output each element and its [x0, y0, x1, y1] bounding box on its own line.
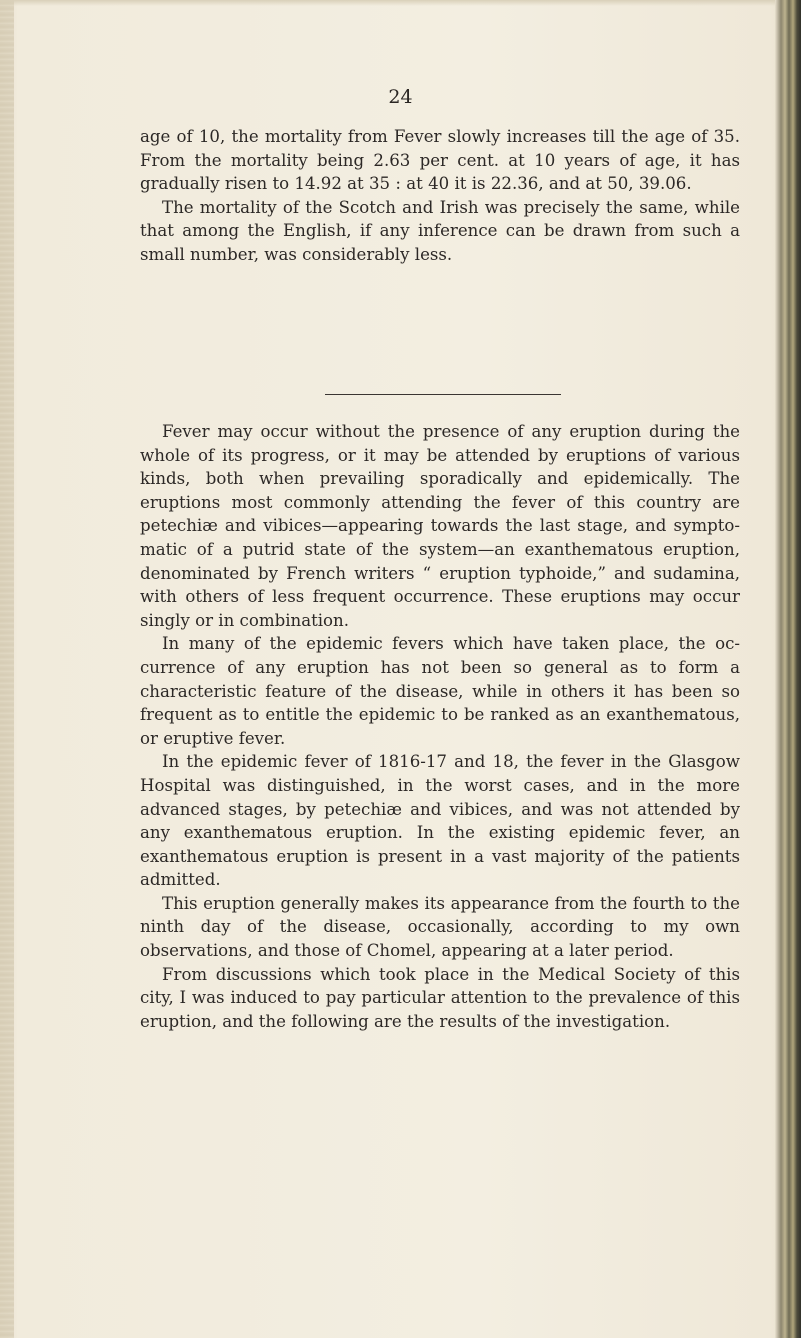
paragraph: This eruption generally makes its appearance from the fourth to the ninth day of the disease, occasionally, according to my own observations, and those of Chomel, appearing at a later period. [140, 893, 740, 961]
page-number: 24 [388, 86, 413, 108]
paragraph: In the epidemic fever of 1816-17 and 18, the fever in the Glasgow Hospital was distinguished, in the worst cases, and in the more advanced stages, by petechiæ and vibices, and was not attended by any exanthematous eruption. In the existing epidemic fever, an exanthematous eruption is present in a vast majority of the patients admitted. [140, 752, 740, 890]
eruption-section [140, 420, 740, 1033]
paragraph: In many of the epidemic fevers which have taken place, the occurrence of any eruption has not been so general as to form a characteristic feature of the disease, while in others it has been so frequent as to entitle the epidemic to be ranked as an exanthematous, or eruptive fever. [140, 634, 740, 748]
mortality-section [140, 125, 740, 267]
paragraph: age of 10, the mortality from Fever slowly increases till the age of 35. From the mortality being 2.63 per cent. at 10 years of age, it has gradually risen to 14.92 at 35 : at 40 it is 22.36, and at 50, 39.06. [140, 127, 740, 194]
paragraph: The mortality of the Scotch and Irish was precisely the same, while that among the English, if any inference can be drawn from such a small number, was considerably less. [140, 197, 740, 264]
book-binding-edge [775, 0, 801, 1338]
section-divider [325, 394, 561, 395]
paragraph: From discussions which took place in the Medical Society of this city, I was induced to pay particular attention to the prevalence of this eruption, and the following are the results of the investigation. [140, 964, 740, 1031]
top-page-edge [0, 0, 801, 6]
paragraph: Fever may occur without the presence of any eruption during the whole of its progress, or it may be attended by eruptions of various kinds, both when prevailing sporadically and epidemically. The eruptions most commonly attending the fever of this country are petechiæ and vibices—appearing towards the last stage, and symptomatic of a putrid state of the system—an exanthematous eruption, denominated by French writers “ eruption typhoide,” and sudamina, with others of less frequent occurrence. These eruptions may occur singly or in combination. [140, 422, 740, 630]
left-page-edge [0, 0, 14, 1338]
